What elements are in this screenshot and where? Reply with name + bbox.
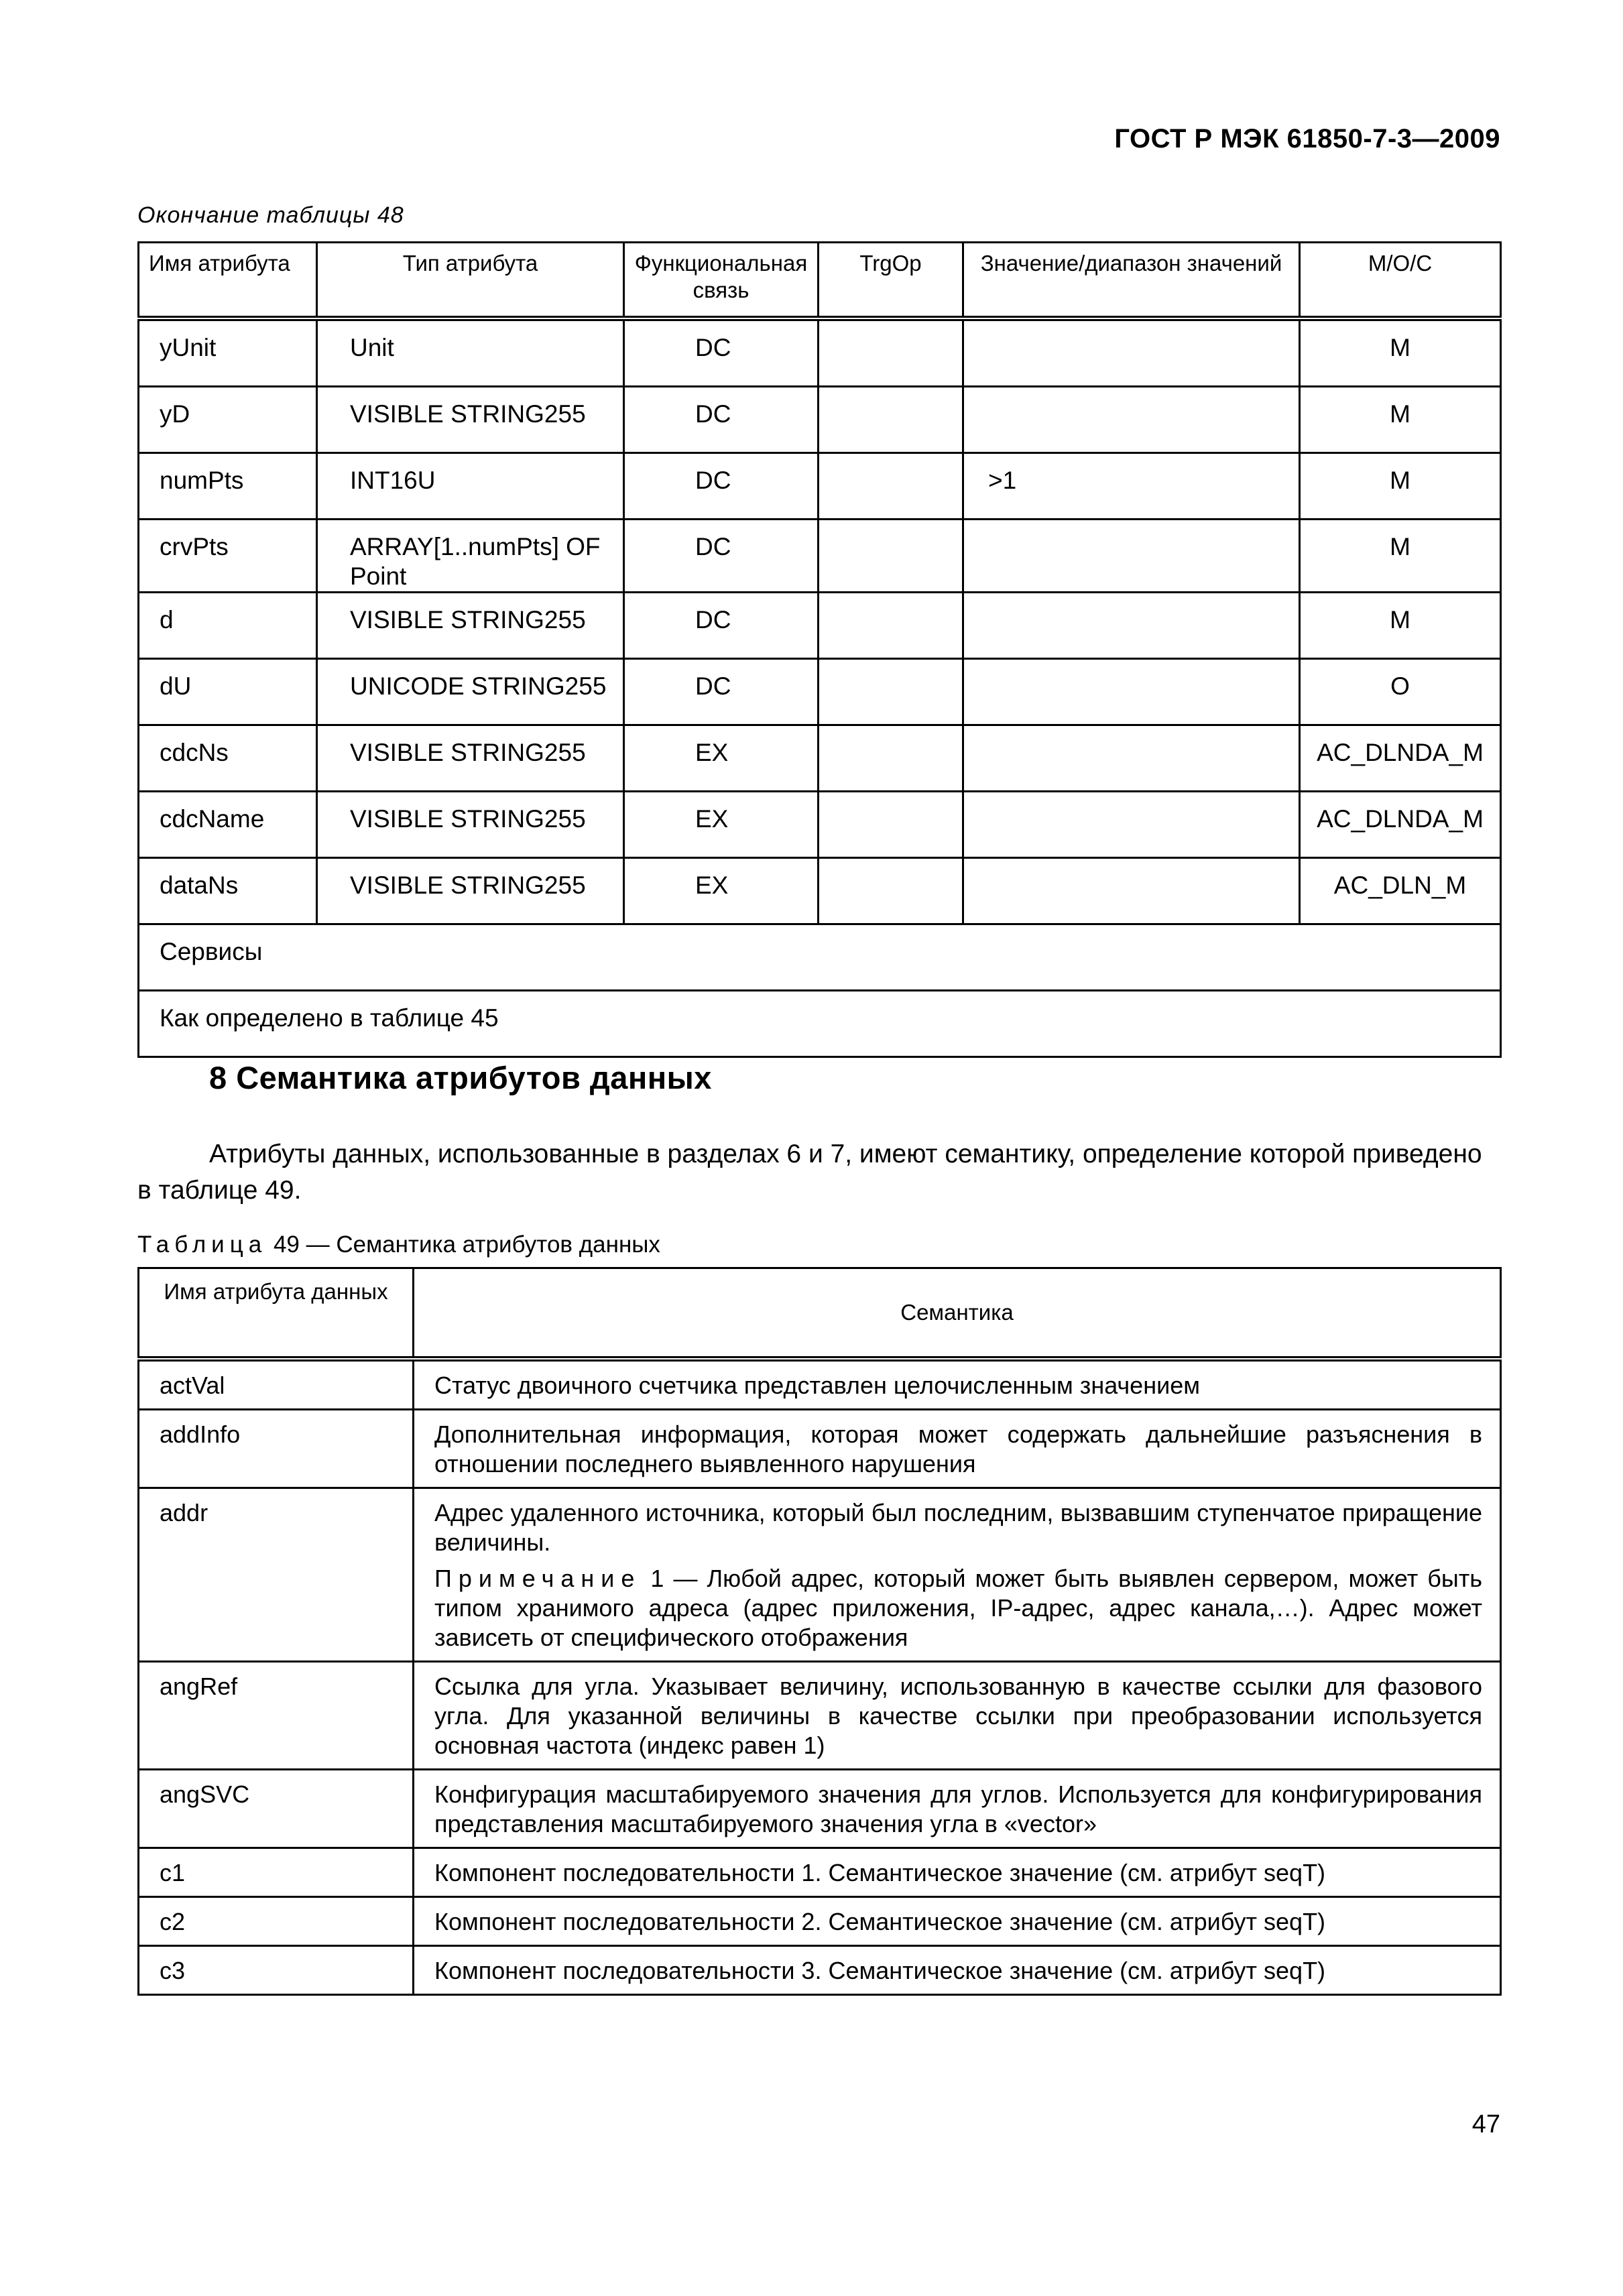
table-49-caption-title: 49 — Семантика атрибутов данных (267, 1231, 660, 1258)
cell-moc: M (1300, 318, 1501, 387)
cell-value (963, 725, 1300, 792)
table-row (139, 858, 1501, 924)
cell-fc: DC (624, 453, 819, 520)
cell-fc: DC (624, 593, 819, 659)
cell-attribute-name: addr (139, 1488, 414, 1662)
table-row (139, 1897, 1501, 1946)
semantics-text: Адрес удаленного источника, который был последним, вызвавшим ступенчатое приращение величины. (434, 1499, 1482, 1556)
services-text: Как определено в таблице 45 (139, 991, 1501, 1057)
table-row (139, 1662, 1501, 1770)
semantics-text: Ссылка для угла. Указывает величину, использованную в качестве ссылки для фазового угла. Для указанной величины в качестве ссылки при преобразовании используется основная частота (индекс равен 1) (434, 1673, 1482, 1759)
cell-value (963, 659, 1300, 725)
cell-attribute-name: c1 (139, 1848, 414, 1897)
semantics-text: Компонент последовательности 2. Семантическое значение (см. атрибут seqT) (434, 1908, 1326, 1935)
cell-moc: M (1300, 387, 1501, 453)
cell-fc: EX (624, 792, 819, 858)
cell-value (963, 387, 1300, 453)
cell-value (963, 318, 1300, 387)
column-header: Имя атрибута данных (139, 1268, 414, 1360)
cell-attribute-name: angRef (139, 1662, 414, 1770)
section-title: 8 Семантика атрибутов данных (209, 1060, 712, 1095)
table-header-row (139, 1268, 1501, 1360)
table-49 (137, 1267, 1502, 1996)
cell-moc: AC_DLNDA_M (1300, 792, 1501, 858)
table-row (139, 1848, 1501, 1897)
cell-trgop (819, 725, 963, 792)
cell-semantics (414, 1946, 1501, 1995)
table-48 (137, 241, 1502, 1058)
cell-value (963, 858, 1300, 924)
cell-name: cdcNs (139, 725, 317, 792)
cell-fc: DC (624, 659, 819, 725)
cell-trgop (819, 453, 963, 520)
cell-type: ARRAY[1..numPts] OF Point (317, 520, 624, 593)
cell-name: d (139, 593, 317, 659)
cell-type: VISIBLE STRING255 (317, 593, 624, 659)
cell-fc: EX (624, 725, 819, 792)
cell-type: VISIBLE STRING255 (317, 725, 624, 792)
cell-fc: DC (624, 520, 819, 593)
cell-fc: EX (624, 858, 819, 924)
table-row (139, 593, 1501, 659)
cell-attribute-name: c3 (139, 1946, 414, 1995)
cell-semantics (414, 1662, 1501, 1770)
table-49-caption (137, 1231, 660, 1258)
semantics-text: Дополнительная информация, которая может содержать дальнейшие разъяснения в отношении последнего выявленного нарушения (434, 1421, 1482, 1477)
cell-semantics (414, 1488, 1501, 1662)
cell-semantics (414, 1897, 1501, 1946)
page-number: 47 (1471, 2110, 1500, 2138)
cell-trgop (819, 858, 963, 924)
cell-trgop (819, 659, 963, 725)
column-header: TrgOp (819, 243, 963, 319)
cell-value: >1 (963, 453, 1300, 520)
table-row (139, 453, 1501, 520)
cell-value (963, 593, 1300, 659)
cell-name: cdcName (139, 792, 317, 858)
section-paragraph: Атрибуты данных, использованные в разделах 6 и 7, имеют семантику, определение которой приведено в таблице 49. (137, 1140, 1482, 1205)
semantics-text: Конфигурация масштабируемого значения для углов. Используется для конфигурирования представления масштабируемого значения угла в «vector» (434, 1780, 1482, 1837)
table-row (139, 520, 1501, 593)
cell-fc: DC (624, 318, 819, 387)
cell-semantics (414, 1359, 1501, 1410)
cell-trgop (819, 792, 963, 858)
cell-fc: DC (624, 387, 819, 453)
cell-moc: M (1300, 453, 1501, 520)
cell-attribute-name: addInfo (139, 1410, 414, 1488)
column-header: Тип атрибута (317, 243, 624, 319)
semantics-note (434, 1564, 1482, 1652)
cell-type: UNICODE STRING255 (317, 659, 624, 725)
table-row (139, 924, 1501, 991)
cell-name: numPts (139, 453, 317, 520)
table-48-caption: Окончание таблицы 48 (137, 202, 404, 228)
table-row (139, 318, 1501, 387)
cell-value (963, 792, 1300, 858)
column-header: Семантика (414, 1268, 1501, 1360)
table-row (139, 387, 1501, 453)
cell-trgop (819, 593, 963, 659)
note-text: 1 — Любой адрес, который может быть выявлен сервером, может быть типом хранимого адреса (адрес приложения, IP-адрес, адрес канала,…). Адрес может зависеть от специфического отображения (434, 1565, 1482, 1651)
cell-moc: M (1300, 593, 1501, 659)
table-row (139, 1359, 1501, 1410)
semantics-text: Компонент последовательности 3. Семантическое значение (см. атрибут seqT) (434, 1957, 1326, 1984)
cell-name: dU (139, 659, 317, 725)
column-header: Функциональная связь (624, 243, 819, 319)
cell-name: dataNs (139, 858, 317, 924)
services-label: Сервисы (139, 924, 1501, 991)
column-header: M/O/C (1300, 243, 1501, 319)
cell-value (963, 520, 1300, 593)
cell-trgop (819, 387, 963, 453)
table-row (139, 1488, 1501, 1662)
cell-moc: O (1300, 659, 1501, 725)
cell-attribute-name: c2 (139, 1897, 414, 1946)
semantics-text: Статус двоичного счетчика представлен целочисленным значением (434, 1372, 1200, 1399)
cell-type: VISIBLE STRING255 (317, 387, 624, 453)
cell-type: VISIBLE STRING255 (317, 858, 624, 924)
cell-type: VISIBLE STRING255 (317, 792, 624, 858)
cell-name: yD (139, 387, 317, 453)
cell-trgop (819, 318, 963, 387)
cell-attribute-name: actVal (139, 1359, 414, 1410)
table-row (139, 1410, 1501, 1488)
cell-semantics (414, 1770, 1501, 1848)
cell-type: Unit (317, 318, 624, 387)
cell-moc: AC_DLNDA_M (1300, 725, 1501, 792)
table-row (139, 991, 1501, 1057)
cell-moc: AC_DLN_M (1300, 858, 1501, 924)
cell-semantics (414, 1410, 1501, 1488)
column-header: Имя атрибута (139, 243, 317, 319)
standard-code: ГОСТ Р МЭК 61850-7-3—2009 (1114, 124, 1500, 154)
table-header-row (139, 243, 1501, 319)
cell-trgop (819, 520, 963, 593)
column-header: Значение/диапазон значений (963, 243, 1300, 319)
cell-moc: M (1300, 520, 1501, 593)
table-49-caption-prefix: Таблица (137, 1231, 267, 1258)
note-label: Примечание (434, 1565, 642, 1592)
table-row (139, 659, 1501, 725)
cell-name: crvPts (139, 520, 317, 593)
semantics-text: Компонент последовательности 1. Семантическое значение (см. атрибут seqT) (434, 1859, 1326, 1886)
cell-type: INT16U (317, 453, 624, 520)
table-row (139, 1946, 1501, 1995)
cell-attribute-name: angSVC (139, 1770, 414, 1848)
cell-semantics (414, 1848, 1501, 1897)
table-row (139, 1770, 1501, 1848)
table-row (139, 792, 1501, 858)
cell-name: yUnit (139, 318, 317, 387)
table-row (139, 725, 1501, 792)
